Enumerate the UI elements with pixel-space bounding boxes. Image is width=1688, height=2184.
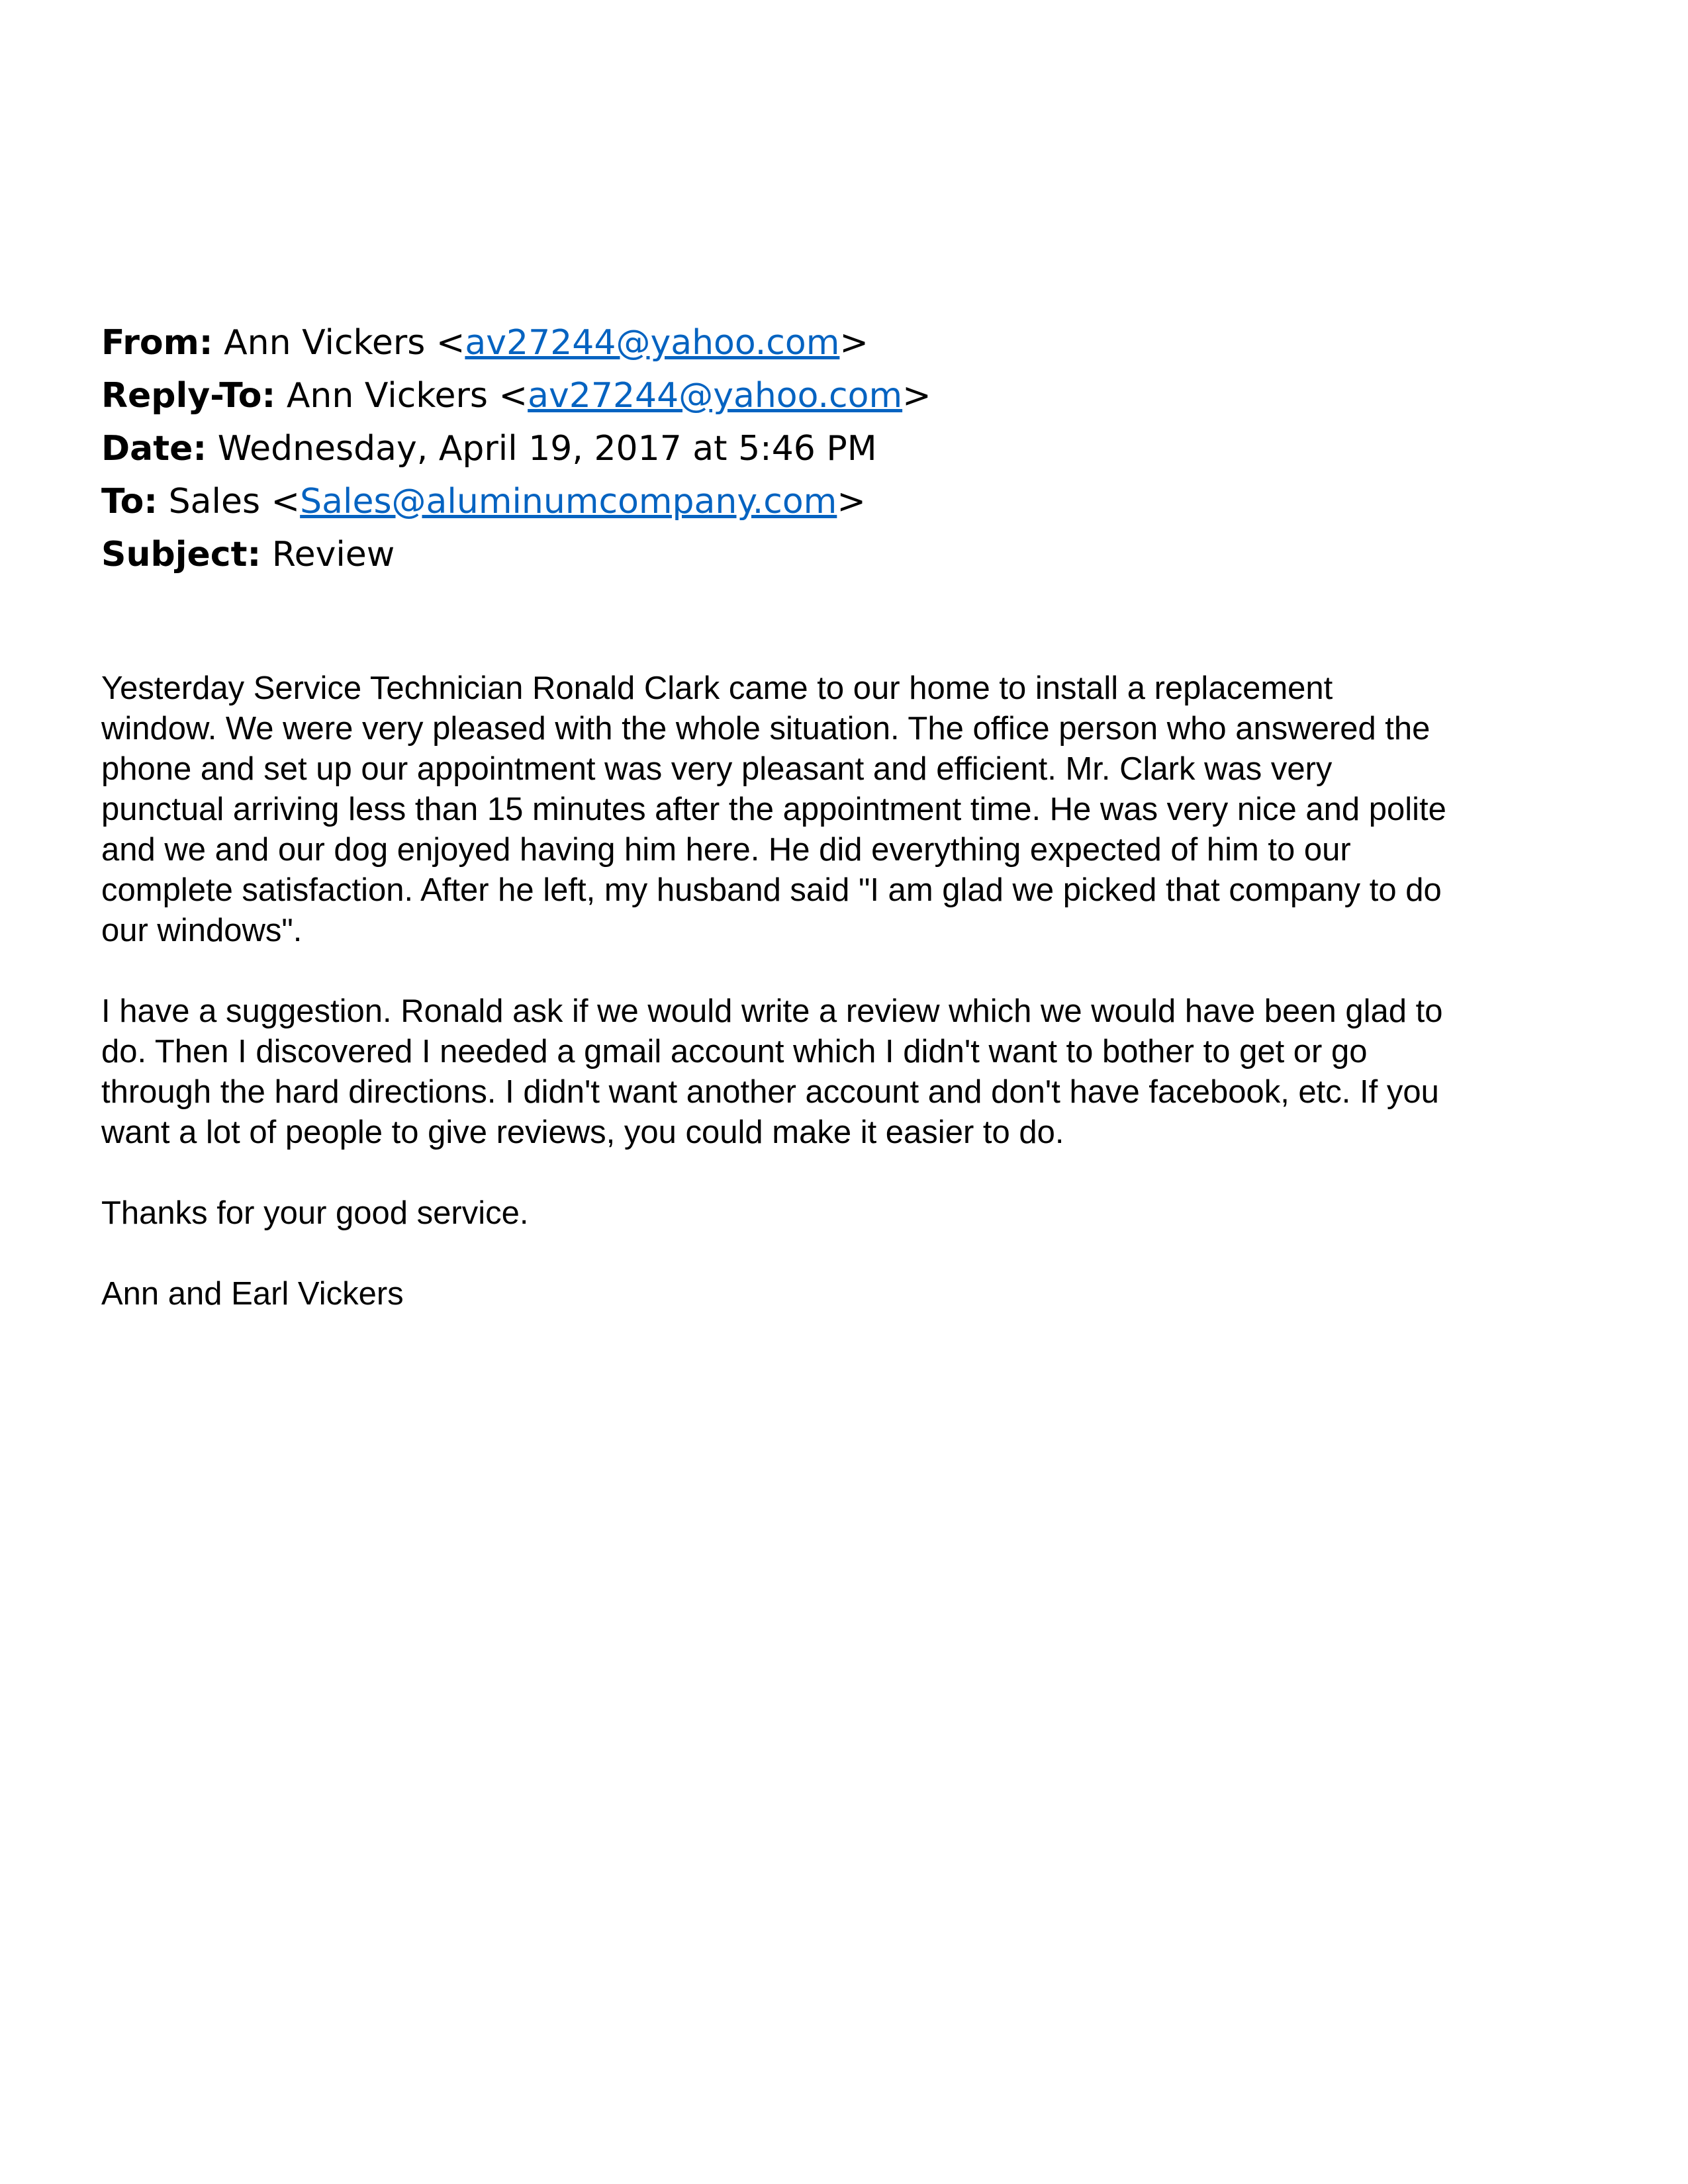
to-name: Sales: [168, 482, 261, 522]
from-name: Ann Vickers: [224, 323, 426, 363]
to-open-bracket: <: [260, 482, 301, 522]
body-paragraph-experience: Yesterday Service Technician Ronald Clark came to our home to install a replacement window. We were very pleased with the whole situation. The office person who answered the phone and set up our appointment was very pleasant and efficient. Mr. Clark was very punctual arriving less than 15 minutes after the appointment time. He was very nice and polite and we and our dog enjoyed having him here. He did everything expected of him to our complete satisfaction. After he left, my husband said "I am glad we picked that company to do our windows".: [101, 670, 1446, 948]
reply-to-line: [101, 369, 1591, 422]
reply-to-name: Ann Vickers: [286, 376, 489, 416]
to-label: To:: [101, 482, 158, 522]
date-label: Date:: [101, 429, 207, 469]
date-line: [101, 422, 1591, 475]
subject-line: [101, 528, 1591, 581]
reply-to-close-bracket: >: [902, 376, 931, 416]
body-paragraph-suggestion: I have a suggestion. Ronald ask if we would write a review which we would have been glad to do. Then I discovered I needed a gmail account which I didn't want to bother to get or go through the hard directions. I didn't want another account and don't have facebook, etc. If you want a lot of people to give reviews, you could make it easier to do.: [101, 993, 1443, 1150]
reply-to-open-bracket: <: [488, 376, 528, 416]
to-email-link[interactable]: Sales@aluminumcompany.com: [300, 482, 837, 522]
reply-to-email-link[interactable]: av27244@yahoo.com: [528, 376, 903, 416]
from-close-bracket: >: [839, 323, 868, 363]
from-label: From:: [101, 323, 213, 363]
subject-label: Subject:: [101, 535, 261, 574]
reply-to-label: Reply-To:: [101, 376, 276, 416]
to-close-bracket: >: [837, 482, 866, 522]
body-paragraph-thanks: Thanks for your good service.: [101, 1195, 529, 1231]
from-open-bracket: <: [425, 323, 465, 363]
to-line: [101, 475, 1591, 528]
signature: Ann and Earl Vickers: [101, 1276, 404, 1312]
from-line: [101, 316, 1591, 369]
date-value: Wednesday, April 19, 2017 at 5:46 PM: [217, 429, 877, 469]
subject-value: Review: [271, 535, 395, 574]
from-email-link[interactable]: av27244@yahoo.com: [465, 323, 840, 363]
email-header: [101, 316, 1591, 581]
email-body: [101, 668, 1591, 1314]
